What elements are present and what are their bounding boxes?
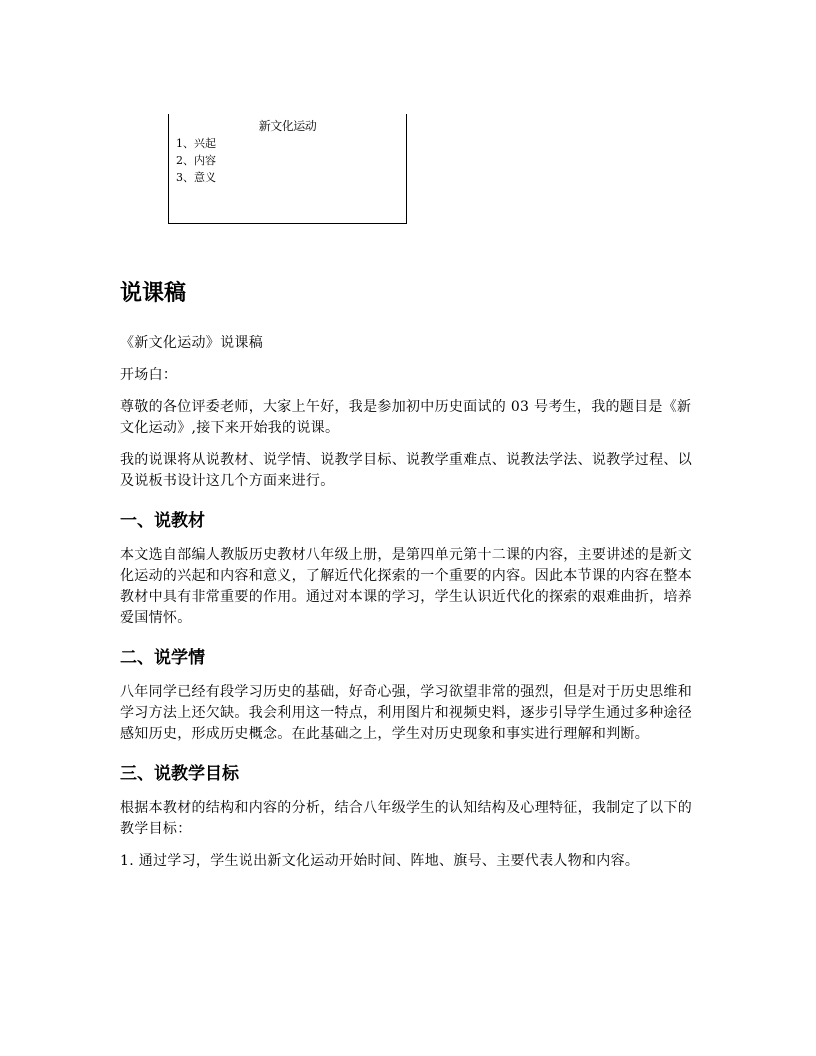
intro-paragraph: 尊敬的各位评委老师，大家上午好，我是参加初中历史面试的 03 号考生，我的题目是《新文化运动》,接下来开始我的说课。 <box>120 399 692 436</box>
board-item: 2、内容 <box>176 154 216 167</box>
section-heading-objectives: 三、说教学目标 <box>120 764 239 784</box>
board-item: 1、兴起 <box>176 137 216 150</box>
section-heading-textbook: 一、说教材 <box>120 511 205 531</box>
document-title: 说课稿 <box>120 281 187 306</box>
opening-label: 开场白： <box>120 367 178 383</box>
section-heading-students: 二、说学情 <box>120 648 205 668</box>
section-paragraph: 根据本教材的结构和内容的分析，结合八年级学生的认知结构及心理特征，我制定了以下的教学目标： <box>120 800 692 837</box>
outline-paragraph: 我的说课将从说教材、说学情、说教学目标、说教学重难点、说教法学法、说教学过程、以及说板书设计这几个方面来进行。 <box>120 452 692 489</box>
section-paragraph: 本文选自部编人教版历史教材八年级上册，是第四单元第十二课的内容，主要讲述的是新文化运动的兴起和内容和意义，了解近代化探索的一个重要的内容。因此本节课的内容在整本教材中具有非常重要的作用。通过对本课的学习，学生认识近代化的探索的艰难曲折，培养爱国情怀。 <box>120 547 692 626</box>
objective-item: 1. 通过学习，学生说出新文化运动开始时间、阵地、旗号、主要代表人物和内容。 <box>120 853 640 869</box>
section-paragraph: 八年同学已经有段学习历史的基础，好奇心强，学习欲望非常的强烈，但是对于历史思维和学习方法上还欠缺。我会利用这一特点，利用图片和视频史料，逐步引导学生通过多种途径感知历史，形成历史概念。在此基础之上，学生对历史现象和事实进行理解和判断。 <box>120 684 692 742</box>
board-item-list <box>176 135 216 186</box>
document-body <box>120 333 698 883</box>
board-design-box <box>168 114 407 224</box>
board-title: 新文化运动 <box>258 119 317 133</box>
board-item: 3、意义 <box>176 171 216 184</box>
lesson-subtitle: 《新文化运动》说课稿 <box>120 335 263 351</box>
